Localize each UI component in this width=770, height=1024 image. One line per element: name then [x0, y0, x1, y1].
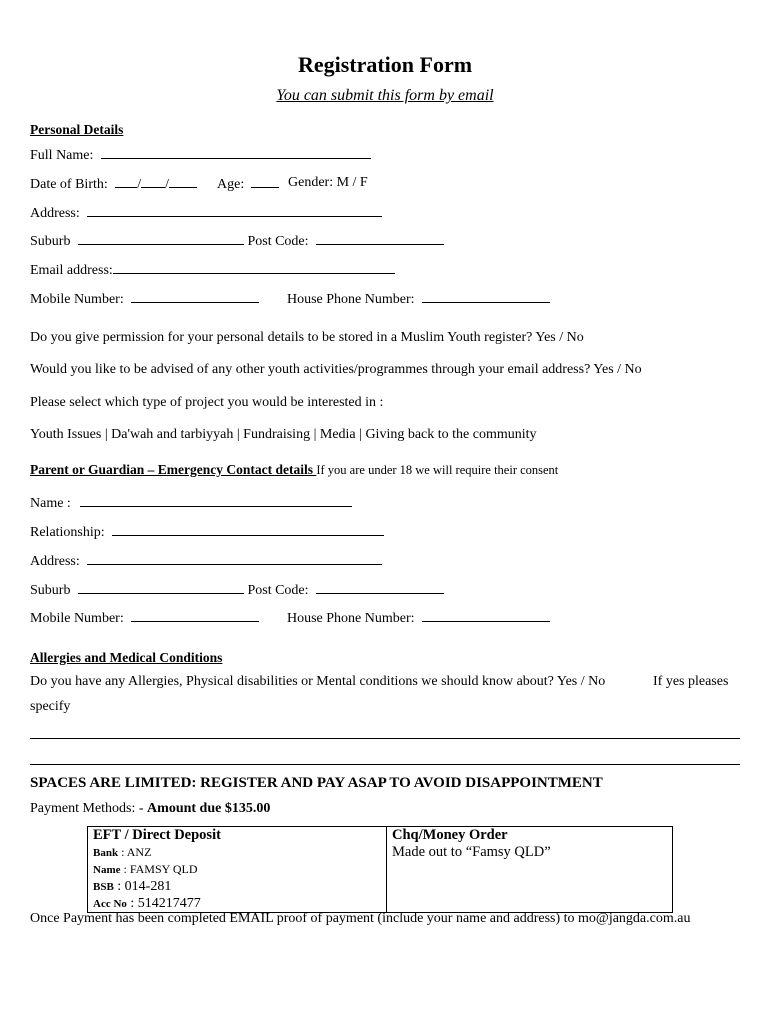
gender-label[interactable]: Gender: M / F	[288, 175, 368, 190]
dob-slash: /	[137, 177, 142, 192]
guardian-name-label: Name :	[30, 496, 71, 511]
house-phone-label: House Phone Number:	[287, 292, 415, 307]
address-row	[30, 204, 382, 222]
payment-methods-label: Payment Methods: -	[30, 801, 148, 816]
full-name-field[interactable]	[101, 146, 371, 159]
guardian-post-code-label: Post Code:	[247, 583, 309, 598]
eft-heading: EFT / Direct Deposit	[93, 827, 221, 843]
guardian-suburb-row	[30, 581, 444, 599]
age-field[interactable]	[251, 175, 279, 188]
account-name-row	[93, 861, 381, 878]
bsb-label: BSB	[93, 881, 114, 893]
house-phone-field[interactable]	[422, 290, 550, 303]
dob-label: Date of Birth:	[30, 177, 108, 192]
medical-specify-line[interactable]	[30, 738, 740, 739]
bsb-row	[93, 878, 381, 895]
medical-question[interactable]: Do you have any Allergies, Physical disabilities or Mental conditions we should know about? Yes / No	[30, 674, 606, 689]
account-number-row	[93, 895, 381, 912]
guardian-post-code-field[interactable]	[316, 581, 444, 594]
guardian-name-row	[30, 494, 352, 512]
suburb-field[interactable]	[78, 232, 244, 245]
house-phone-row	[287, 290, 550, 308]
post-code-label: Post Code:	[247, 234, 309, 249]
project-options[interactable]: Youth Issues | Da'wah and tarbiyyah | Fundraising | Media | Giving back to the community	[30, 427, 537, 442]
email-label: Email address:	[30, 263, 113, 278]
guardian-address-label: Address:	[30, 554, 80, 569]
account-number-label: Acc No	[93, 898, 127, 910]
medical-heading: Allergies and Medical Conditions	[30, 650, 223, 665]
cheque-text: Made out to “Famsy QLD”	[392, 844, 551, 860]
payment-footer: Once Payment has been completed EMAIL proof of payment (include your name and address) to mo@jangda.com.au	[30, 911, 691, 926]
form-title: Registration Form	[297, 52, 473, 77]
guardian-suburb-field[interactable]	[78, 581, 244, 594]
email-row	[30, 261, 395, 279]
guardian-heading-row	[30, 461, 558, 479]
dob-row	[30, 175, 197, 193]
suburb-label: Suburb	[30, 234, 71, 249]
suburb-row	[30, 232, 444, 250]
dob-year-field[interactable]	[169, 175, 197, 188]
full-name-row	[30, 146, 371, 164]
guardian-address-field[interactable]	[87, 552, 382, 565]
form-subtitle: You can submit this form by email	[276, 87, 494, 104]
bank-row	[93, 844, 381, 861]
guardian-address-row	[30, 552, 382, 570]
bank-value: : ANZ	[118, 845, 152, 859]
guardian-name-field[interactable]	[80, 494, 352, 507]
mobile-label: Mobile Number:	[30, 292, 124, 307]
permission-question[interactable]: Do you give permission for your personal details to be stored in a Muslim Youth register? Yes / No	[30, 330, 584, 345]
email-field[interactable]	[113, 261, 395, 274]
select-project-text: Please select which type of project you would be interested in :	[30, 395, 384, 410]
guardian-house-phone-label: House Phone Number:	[287, 611, 415, 626]
guardian-mobile-field[interactable]	[131, 609, 259, 622]
age-row	[217, 175, 279, 193]
specify-text: specify	[30, 699, 71, 714]
account-name-label: Name	[93, 864, 121, 876]
account-number-value: : 514217477	[126, 896, 201, 911]
payment-methods-row	[30, 801, 270, 817]
medical-specify-line[interactable]	[30, 764, 740, 765]
age-label: Age:	[217, 177, 245, 192]
dob-month-field[interactable]	[141, 175, 165, 188]
spaces-limited-banner: SPACES ARE LIMITED: REGISTER AND PAY ASAP TO AVOID DISAPPOINTMENT	[30, 775, 603, 791]
eft-cell	[88, 827, 387, 913]
cheque-cell	[387, 827, 673, 913]
dob-slash: /	[165, 177, 170, 192]
address-label: Address:	[30, 206, 80, 221]
guardian-note: If you are under 18 we will require their consent	[316, 463, 559, 477]
guardian-suburb-label: Suburb	[30, 583, 71, 598]
if-yes-text: If yes pleases	[653, 674, 729, 689]
guardian-house-phone-field[interactable]	[422, 609, 550, 622]
guardian-house-phone-row	[287, 609, 550, 627]
advise-question[interactable]: Would you like to be advised of any other youth activities/programmes through your email address? Yes / No	[30, 362, 642, 377]
full-name-label: Full Name:	[30, 148, 94, 163]
post-code-field[interactable]	[316, 232, 444, 245]
guardian-mobile-row	[30, 609, 259, 627]
relationship-field[interactable]	[112, 523, 384, 536]
relationship-label: Relationship:	[30, 525, 105, 540]
cheque-heading: Chq/Money Order	[392, 827, 508, 843]
address-field[interactable]	[87, 204, 382, 217]
bsb-value: : 014-281	[113, 879, 172, 894]
mobile-row	[30, 290, 259, 308]
guardian-mobile-label: Mobile Number:	[30, 611, 124, 626]
guardian-heading: Parent or Guardian – Emergency Contact details	[30, 462, 317, 477]
bank-label: Bank	[93, 847, 119, 859]
payment-table	[87, 826, 673, 913]
account-name-value: : FAMSY QLD	[120, 862, 198, 876]
relationship-row	[30, 523, 384, 541]
personal-details-heading: Personal Details	[30, 122, 124, 137]
dob-day-field[interactable]	[115, 175, 137, 188]
amount-due: Amount due $135.00	[147, 801, 271, 816]
mobile-field[interactable]	[131, 290, 259, 303]
